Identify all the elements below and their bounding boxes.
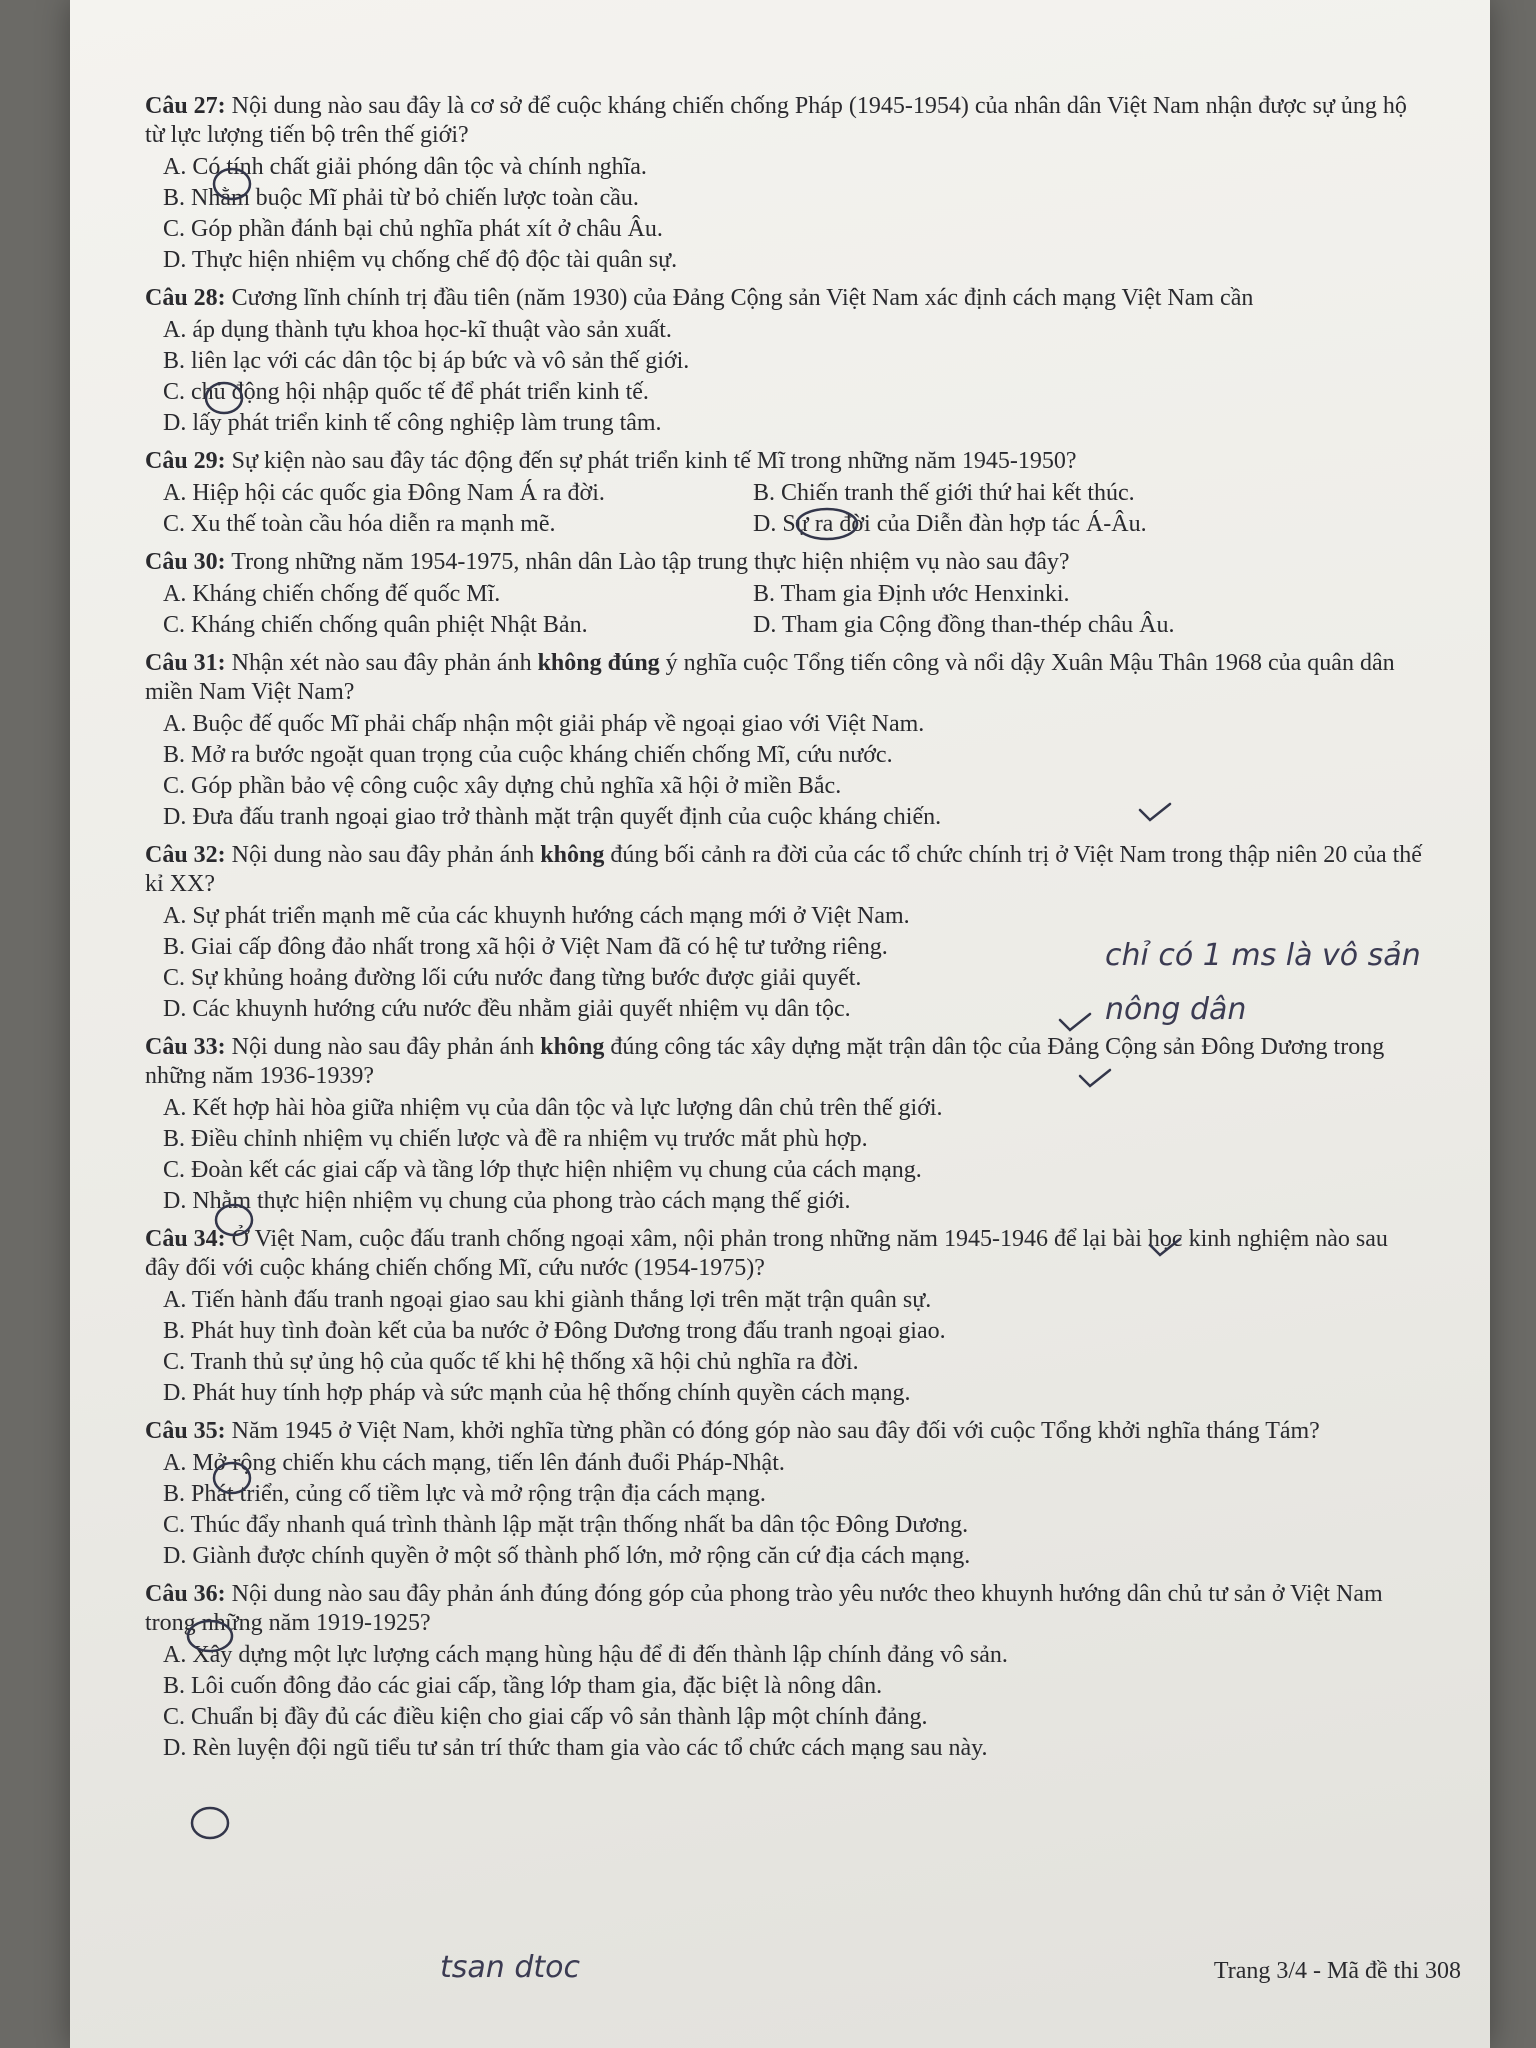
option-a: A. Hiệp hội các quốc gia Đông Nam Á ra đời. [163,480,605,506]
option-a: A. Mở rộng chiến khu cách mạng, tiến lên đánh đuổi Pháp-Nhật. [163,1450,785,1476]
question-label: Câu 31: [145,650,226,676]
question-30 [145,548,1425,641]
option-c: C. Tranh thủ sự ủng hộ của quốc tế khi hệ thống xã hội chủ nghĩa ra đời. [163,1349,859,1375]
question-stem-emphasis: không [540,1034,605,1060]
handwritten-note: nông dân [1105,992,1247,1027]
option-a: A. Tiến hành đấu tranh ngoại giao sau khi giành thắng lợi trên mặt trận quân sự. [163,1287,932,1313]
question-27 [145,92,1425,276]
question-stem-post: ý nghĩa cuộc Tổng tiến công và nổi dậy Xuân Mậu Thân 1968 của quân dân miền Nam Việt Nam? [145,650,1395,705]
option-b: B. Lôi cuốn đông đảo các giai cấp, tầng lớp tham gia, đặc biệt là nông dân. [163,1673,883,1699]
option-d: D. Đưa đấu tranh ngoại giao trở thành mặt trận quyết định của cuộc kháng chiến. [163,804,942,830]
page-footer: Trang 3/4 - Mã đề thi 308 [1213,1958,1461,1984]
option-c: C. Góp phần bảo vệ công cuộc xây dựng chủ nghĩa xã hội ở miền Bắc. [163,773,842,799]
option-d: D. Tham gia Cộng đồng than-thép châu Âu. [753,612,1175,638]
question-33 [145,1033,1425,1217]
option-a: A. áp dụng thành tựu khoa học-kĩ thuật vào sản xuất. [163,317,672,343]
question-label: Câu 32: [145,842,226,868]
option-c: C. Thúc đẩy nhanh quá trình thành lập mặt trận thống nhất ba dân tộc Đông Dương. [163,1512,969,1538]
option-d: D. lấy phát triển kinh tế công nghiệp làm trung tâm. [163,410,662,436]
question-36 [145,1580,1425,1764]
option-d: D. Nhằm thực hiện nhiệm vụ chung của phong trào cách mạng thế giới. [163,1188,851,1214]
question-35 [145,1417,1425,1572]
question-stem-emphasis: không [540,842,605,868]
options-list [145,1448,1425,1572]
options-list [145,1285,1425,1409]
options-grid [145,579,1425,641]
option-c: C. chủ động hội nhập quốc tế để phát triển kinh tế. [163,379,649,405]
option-b: B. Giai cấp đông đảo nhất trong xã hội ở Việt Nam đã có hệ tư tưởng riêng. [163,934,888,960]
question-stem: Nội dung nào sau đây phản ánh đúng đóng góp của phong trào yêu nước theo khuynh hướng dân chủ tư sản ở Việt Nam trong những năm 1919-1925? [145,1581,1383,1636]
question-label: Câu 29: [145,448,226,474]
option-c: C. Chuẩn bị đầy đủ các điều kiện cho giai cấp vô sản thành lập một chính đảng. [163,1704,928,1730]
option-d: D. Sự ra đời của Diễn đàn hợp tác Á-Âu. [753,511,1147,537]
option-a: A. Kháng chiến chống đế quốc Mĩ. [163,581,501,607]
question-stem-pre: Nội dung nào sau đây phản ánh [231,1034,541,1060]
question-stem: Trong những năm 1954-1975, nhân dân Lào tập trung thực hiện nhiệm vụ nào sau đây? [231,549,1070,575]
option-a: A. Buộc đế quốc Mĩ phải chấp nhận một giải pháp về ngoại giao với Việt Nam. [163,711,925,737]
option-d: D. Giành được chính quyền ở một số thành phố lớn, mở rộng căn cứ địa cách mạng. [163,1543,971,1569]
option-b: B. Tham gia Định ước Henxinki. [753,581,1070,607]
question-label: Câu 28: [145,285,226,311]
option-b: B. Mở ra bước ngoặt quan trọng của cuộc kháng chiến chống Mĩ, cứu nước. [163,742,893,768]
options-list [145,1093,1425,1217]
option-a: A. Kết hợp hài hòa giữa nhiệm vụ của dân tộc và lực lượng dân chủ trên thế giới. [163,1095,943,1121]
option-d: D. Thực hiện nhiệm vụ chống chế độ độc tài quân sự. [163,247,678,273]
option-b: B. liên lạc với các dân tộc bị áp bức và vô sản thế giới. [163,348,690,374]
question-stem: Ở Việt Nam, cuộc đấu tranh chống ngoại xâm, nội phản trong những năm 1945-1946 để lại bài học kinh nghiệm nào sau đây đối với cuộc kháng chiến chống Mĩ, cứu nước (1954-1975)? [145,1226,1388,1281]
question-28 [145,284,1425,439]
option-c: C. Góp phần đánh bại chủ nghĩa phát xít ở châu Âu. [163,216,663,242]
options-grid [145,478,1425,540]
option-d: D. Các khuynh hướng cứu nước đều nhằm giải quyết nhiệm vụ dân tộc. [163,996,851,1022]
question-stem: Nội dung nào sau đây là cơ sở để cuộc kháng chiến chống Pháp (1945-1954) của nhân dân Việt Nam nhận được sự ủng hộ từ lực lượng tiến bộ trên thế giới? [145,93,1407,148]
option-c: C. Xu thế toàn cầu hóa diễn ra mạnh mẽ. [163,511,556,537]
question-34 [145,1225,1425,1409]
option-d: D. Phát huy tính hợp pháp và sức mạnh của hệ thống chính quyền cách mạng. [163,1380,911,1406]
options-list [145,709,1425,833]
exam-content [145,92,1425,1772]
option-c: C. Kháng chiến chống quân phiệt Nhật Bản. [163,612,588,638]
option-c: C. Sự khủng hoảng đường lối cứu nước đang từng bước được giải quyết. [163,965,862,991]
question-label: Câu 34: [145,1226,226,1252]
question-stem: Cương lĩnh chính trị đầu tiên (năm 1930) của Đảng Cộng sản Việt Nam xác định cách mạng Việt Nam cần [231,285,1254,311]
handwritten-note: chỉ có 1 ms là vô sản [1105,938,1421,973]
option-c: C. Đoàn kết các giai cấp và tầng lớp thực hiện nhiệm vụ chung của cách mạng. [163,1157,922,1183]
question-31 [145,649,1425,833]
question-stem-emphasis: không đúng [537,650,660,676]
options-list [145,315,1425,439]
option-a: A. Xây dựng một lực lượng cách mạng hùng hậu để đi đến thành lập chính đảng vô sản. [163,1642,1008,1668]
option-a: A. Sự phát triển mạnh mẽ của các khuynh hướng cách mạng mới ở Việt Nam. [163,903,910,929]
question-stem-post: đúng công tác xây dựng mặt trận dân tộc của Đảng Cộng sản Đông Dương trong những năm 1936-1939? [145,1034,1385,1089]
handwritten-note: tsan dtoc [440,1950,580,1985]
question-label: Câu 35: [145,1418,226,1444]
question-stem: Năm 1945 ở Việt Nam, khởi nghĩa từng phần có đóng góp nào sau đây đối với cuộc Tổng khởi nghĩa tháng Tám? [231,1418,1320,1444]
question-29 [145,447,1425,540]
option-b: B. Phát huy tình đoàn kết của ba nước ở Đông Dương trong đấu tranh ngoại giao. [163,1318,946,1344]
option-b: B. Nhằm buộc Mĩ phải từ bỏ chiến lược toàn cầu. [163,185,639,211]
option-d: D. Rèn luyện đội ngũ tiểu tư sản trí thức tham gia vào các tổ chức cách mạng sau này. [163,1735,988,1761]
question-label: Câu 33: [145,1034,226,1060]
option-b: B. Chiến tranh thế giới thứ hai kết thúc. [753,480,1135,506]
question-label: Câu 36: [145,1581,226,1607]
option-b: B. Phát triển, củng cố tiềm lực và mở rộng trận địa cách mạng. [163,1481,766,1507]
question-label: Câu 30: [145,549,226,575]
question-stem-post: đúng bối cảnh ra đời của các tổ chức chính trị ở Việt Nam trong thập niên 20 của thế kỉ XX? [145,842,1422,897]
question-stem-pre: Nội dung nào sau đây phản ánh [231,842,541,868]
question-stem: Sự kiện nào sau đây tác động đến sự phát triển kinh tế Mĩ trong những năm 1945-1950? [231,448,1077,474]
options-list [145,152,1425,276]
option-a: A. Có tính chất giải phóng dân tộc và chính nghĩa. [163,154,647,180]
options-list [145,1640,1425,1764]
option-b: B. Điều chỉnh nhiệm vụ chiến lược và đề ra nhiệm vụ trước mắt phù hợp. [163,1126,868,1152]
question-label: Câu 27: [145,93,226,119]
question-stem-pre: Nhận xét nào sau đây phản ánh [231,650,538,676]
